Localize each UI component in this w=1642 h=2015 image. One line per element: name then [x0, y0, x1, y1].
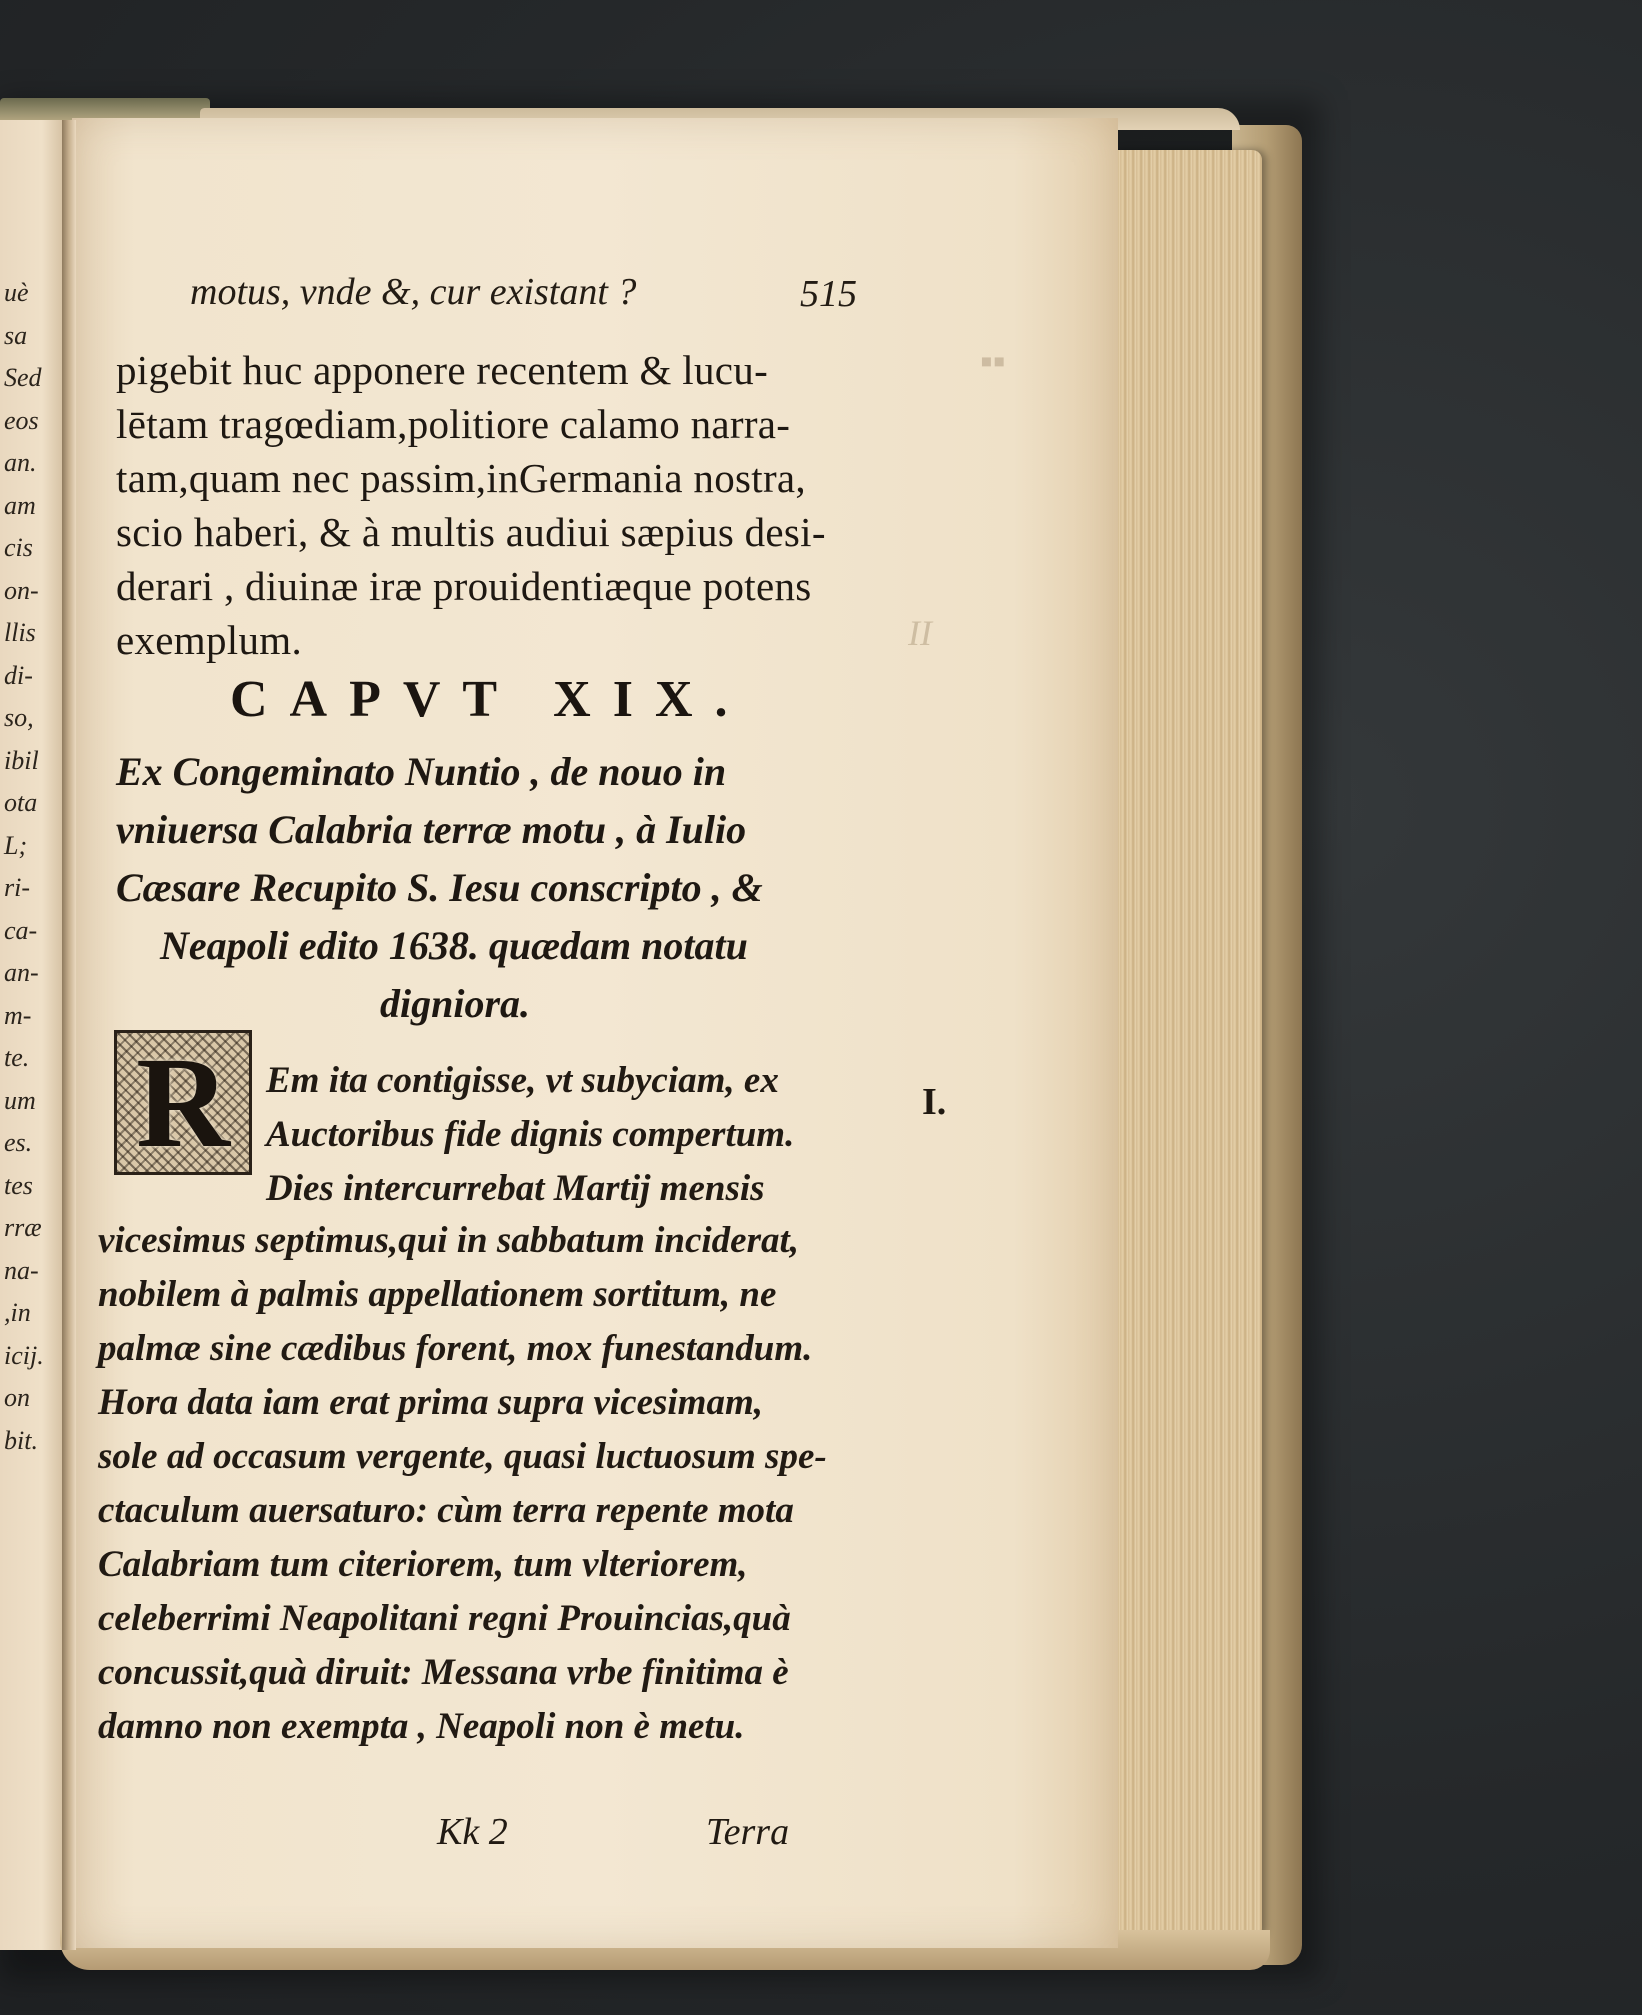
left-page-fragment: am	[4, 490, 36, 520]
running-head-title: motus, vnde &, cur existant ?	[190, 271, 637, 313]
body-line: Dies intercurrebat Martij mensis	[266, 1168, 765, 1209]
body-line: palmæ sine cædibus forent, mox funestandum.	[98, 1328, 813, 1369]
body-line: Hora data iam erat prima supra vicesimam,	[98, 1382, 763, 1423]
body-line: concussit,quà diruit: Messana vrbe finitima è	[98, 1652, 789, 1693]
ornamental-drop-cap	[114, 1030, 252, 1175]
chapter-subtitle-line: Neapoli edito 1638. quædam notatu	[160, 923, 748, 968]
bleed-through-mark: II	[908, 613, 932, 653]
signature-mark: Kk 2	[437, 1811, 508, 1853]
intro-line: pigebit huc apponere recentem & lucu-	[116, 347, 769, 393]
intro-line: scio haberi, & à multis audiui sæpius desi-	[116, 509, 826, 555]
chapter-subtitle-line: digniora.	[380, 981, 531, 1026]
left-page-fragment: llis	[4, 618, 36, 647]
intro-line: exemplum.	[116, 617, 303, 663]
left-page-fragment: ota	[4, 788, 38, 817]
left-page-fragment: ,in	[4, 1298, 31, 1327]
left-page-fragment: L;	[4, 830, 28, 860]
left-page-fragment: icij.	[4, 1340, 44, 1370]
body-line: Auctoribus fide dignis compertum.	[266, 1114, 795, 1155]
body-line: celeberrimi Neapolitani regni Prouincias,quà	[98, 1598, 791, 1639]
chapter-heading: CAPVT XIX.	[230, 671, 750, 728]
margin-note: I.	[922, 1081, 947, 1123]
left-page-fragment: m-	[4, 1000, 32, 1030]
body-line: Calabriam tum citeriorem, tum vlteriorem,	[98, 1544, 748, 1585]
left-page-fragment: an-	[4, 958, 39, 987]
body-line: Em ita contigisse, vt subyciam, ex	[266, 1060, 779, 1101]
left-page-fragment: on-	[4, 575, 39, 605]
left-page-fragment: on	[4, 1383, 30, 1412]
catchword: Terra	[706, 1811, 790, 1853]
left-page-fragment: na-	[4, 1255, 39, 1285]
body-line: vicesimus septimus,qui in sabbatum inciderat,	[98, 1220, 800, 1261]
body-line: sole ad occasum vergente, quasi luctuosum spe-	[98, 1436, 827, 1477]
left-page-fragment: tes	[4, 1170, 33, 1200]
page-stack	[1112, 150, 1262, 1940]
left-page-fragment: di-	[4, 660, 33, 690]
left-page-fragment: um	[4, 1085, 36, 1115]
left-page-fragment: es.	[4, 1128, 33, 1157]
book-gutter	[62, 120, 76, 1950]
left-page-fragment: uè	[4, 278, 29, 307]
left-page-fragment: rræ	[4, 1213, 42, 1242]
left-page-fragment: te.	[4, 1043, 30, 1072]
left-page-fragment: so,	[4, 703, 34, 732]
body-line: damno non exempta , Neapoli non è metu.	[98, 1706, 745, 1747]
intro-line: derari , diuinæ iræ prouidentiæque potens	[116, 563, 812, 609]
intro-line: lētam tragœdiam,politiore calamo narra-	[116, 401, 791, 447]
left-page-fragment: sa	[4, 320, 28, 350]
bleed-through-mark: ▪▪	[980, 341, 1006, 381]
left-page-fragment: eos	[4, 405, 39, 435]
left-page-fragment: bit.	[4, 1425, 38, 1455]
left-page-fragment: ca-	[4, 915, 38, 945]
left-page-fragment: an.	[4, 448, 37, 477]
left-page-fragment: Sed	[4, 363, 42, 392]
left-page-fragment: cis	[4, 533, 33, 562]
body-line: nobilem à palmis appellationem sortitum, ne	[98, 1274, 777, 1315]
chapter-subtitle-line: Cæsare Recupito S. Iesu conscripto , &	[116, 865, 763, 910]
chapter-subtitle-line: Ex Congeminato Nuntio , de nouo in	[116, 749, 727, 794]
drop-cap-letter: R	[136, 1030, 230, 1175]
chapter-subtitle-line: vniuersa Calabria terræ motu , à Iulio	[116, 807, 747, 852]
intro-line: tam,quam nec passim,inGermania nostra,	[116, 455, 806, 501]
page-number: 515	[800, 273, 857, 315]
body-line: ctaculum auersaturo: cùm terra repente mota	[98, 1490, 794, 1531]
left-page-fragment: ri-	[4, 873, 30, 902]
left-page-fragment: ibil	[4, 745, 39, 775]
